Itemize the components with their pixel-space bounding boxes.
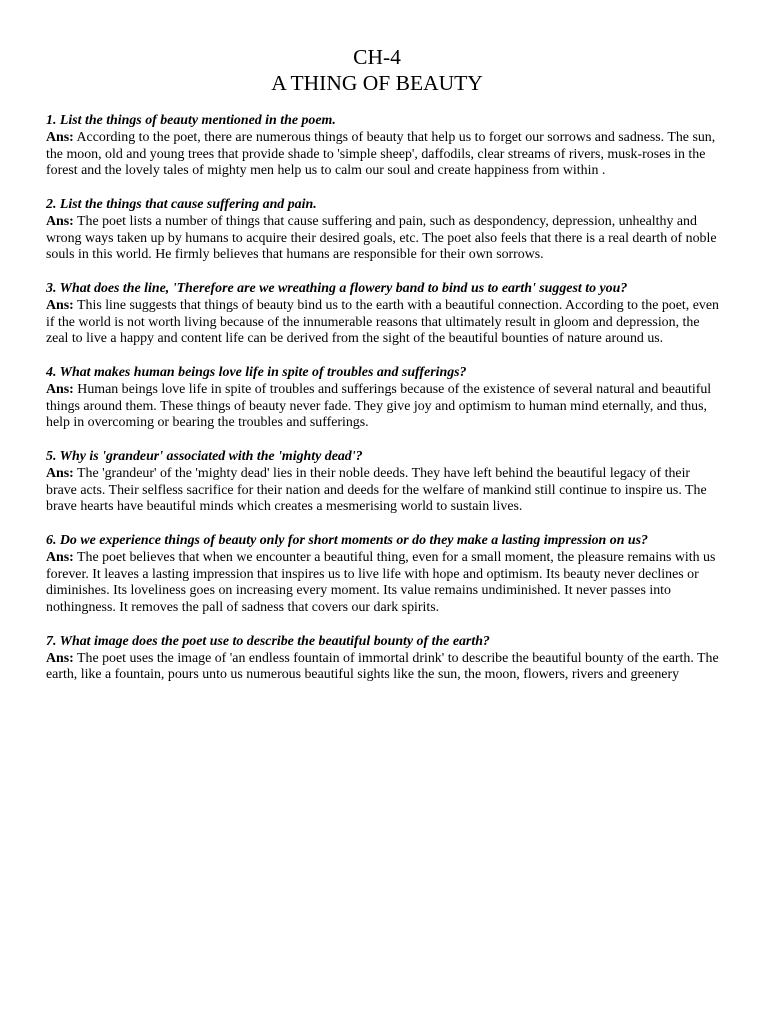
- chapter-number: CH-4: [353, 45, 401, 69]
- answer: [46, 214, 724, 264]
- qa-item: [46, 634, 724, 684]
- answer-text: The 'grandeur' of the 'mighty dead' lies in their noble deeds. They have left behind the beautiful legacy of their brave acts. Their selfless sacrifice for their nation and deeds for the welfare of mankind still continue to inspire us. The brave hearts have beautiful minds which creates a mesmerising world to sustain lives.: [46, 465, 707, 515]
- document-header: [30, 44, 724, 96]
- answer-label: Ans:: [46, 549, 74, 565]
- answer-text: The poet lists a number of things that cause suffering and pain, such as despondency, depression, unhealthy and wrong ways taken up by humans to acquire their desired goals, etc. The poet also feels that there is a real dearth of noble souls in this world. He firmly believes that humans are responsible for their own sorrows.: [46, 213, 717, 263]
- answer-text: This line suggests that things of beauty bind us to the earth with a beautiful connection. According to the poet, even if the world is not worth living because of the innumerable reasons that ultimately result in gloom and depression, the zeal to live a happy and content life can be derived from the sight of the beautiful bounties of nature around us.: [46, 297, 719, 347]
- question: 3. What does the line, 'Therefore are we wreathing a flowery band to bind us to earth' suggest to you?: [46, 280, 628, 296]
- answer-label: Ans:: [46, 213, 74, 229]
- answer-text: According to the poet, there are numerous things of beauty that help us to forget our sorrows and sadness. The sun, the moon, old and young trees that provide shade to 'simple sheep', daffodils, clear streams of rivers, musk-roses in the forest and the lovely tales of mighty men help us to calm our soul and create happiness from within .: [46, 129, 716, 179]
- question: 1. List the things of beauty mentioned in the poem.: [46, 113, 336, 128]
- qa-item: [46, 197, 724, 264]
- question: 4. What makes human beings love life in spite of troubles and sufferings?: [46, 364, 467, 380]
- qa-item: [46, 281, 724, 348]
- answer: [46, 298, 724, 348]
- answer-text: The poet uses the image of 'an endless fountain of immortal drink' to describe the beautiful bounty of the earth. The earth, like a fountain, pours unto us numerous beautiful sights like the sun, the moon, flowers, rivers and greenery: [46, 650, 719, 683]
- question: 5. Why is 'grandeur' associated with the 'mighty dead'?: [46, 448, 363, 464]
- answer-text: The poet believes that when we encounter a beautiful thing, even for a small moment, the pleasure remains with us forever. It leaves a lasting impression that inspires us to live life with hope and optimism. Its beauty never declines or diminishes. Its loveliness goes on increasing every moment. Its value remains undiminished. It never passes into nothingness. It removes the pall of sadness that covers our dark spirits.: [46, 549, 716, 616]
- qa-item: [46, 113, 724, 180]
- qa-item: [46, 533, 724, 617]
- qa-item: [46, 365, 724, 432]
- qa-item: [46, 449, 724, 516]
- question: 2. List the things that cause suffering and pain.: [46, 196, 317, 212]
- answer-text: Human beings love life in spite of troubles and sufferings because of the existence of several natural and beautiful things around them. These things of beauty never fade. They give joy and optimism to human mind eternally, and thus, help in overcoming or bearing the troubles and sufferings.: [46, 381, 712, 431]
- page-title: A THING OF BEAUTY: [271, 71, 483, 95]
- answer-label: Ans:: [46, 297, 74, 313]
- document-page: [46, 44, 724, 701]
- question: 7. What image does the poet use to describe the beautiful bounty of the earth?: [46, 633, 490, 649]
- answer-label: Ans:: [46, 465, 74, 481]
- answer-label: Ans:: [46, 129, 74, 145]
- answer-label: Ans:: [46, 650, 74, 666]
- qa-list: [46, 113, 724, 684]
- answer-label: Ans:: [46, 381, 74, 397]
- answer: [46, 130, 724, 180]
- answer: [46, 651, 724, 685]
- question: 6. Do we experience things of beauty only for short moments or do they make a lasting impression on us?: [46, 532, 648, 548]
- answer: [46, 550, 724, 617]
- answer: [46, 382, 724, 432]
- answer: [46, 466, 724, 516]
